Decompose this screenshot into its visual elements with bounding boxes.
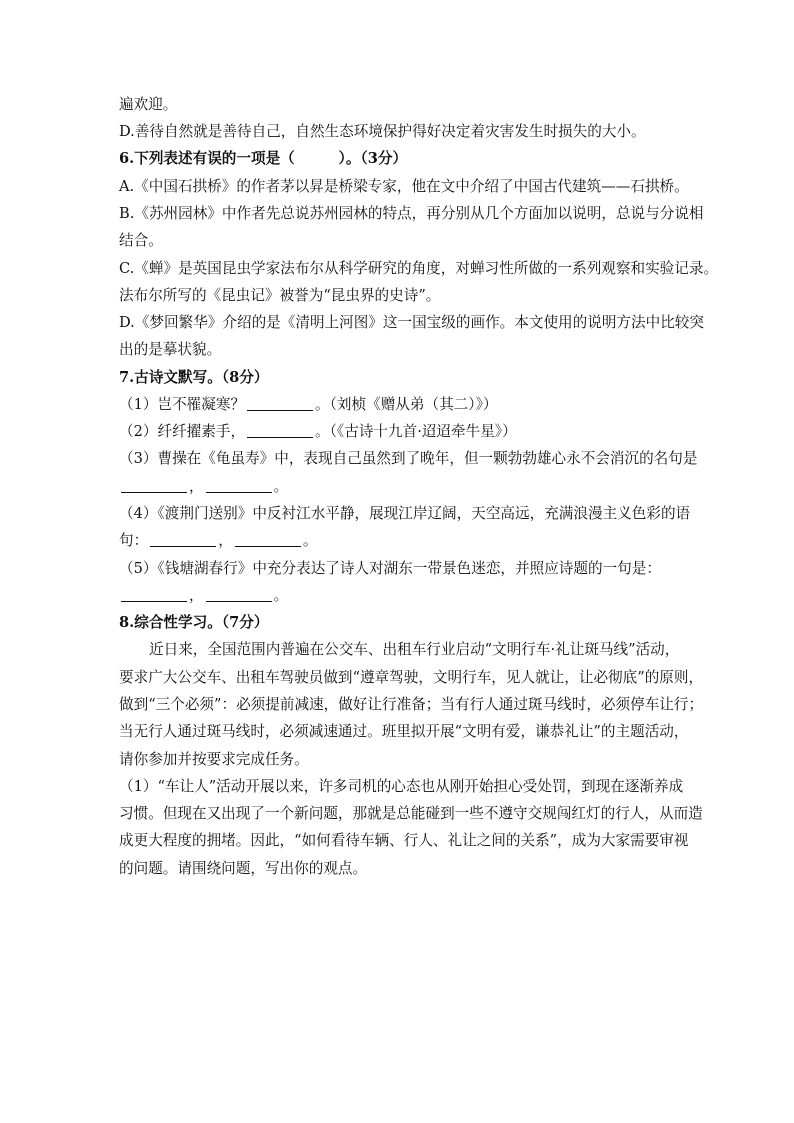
text-line: 遍欢迎。 (119, 96, 178, 113)
prefix: 句： (119, 532, 149, 549)
q8-passage-line: 请你参加并按要求完成任务。 (119, 751, 309, 768)
answer-blank[interactable] (121, 586, 187, 602)
q7-item-3: （3）曹操在《龟虽寿》中，表现自己虽然到了晚年，但一颗勃勃雄心永不会消沉的名句是 (119, 450, 698, 467)
answer-blank[interactable] (206, 477, 272, 493)
q7-item-5: （5）《钱塘湖春行》中充分表达了诗人对湖东一带景色迷恋，并照应诗题的一句是： (119, 560, 661, 577)
q7-item-1-source: 。（刘桢《赠从弟（其二）》） (315, 396, 498, 413)
q7-item-2-source: 。（《古诗十九首·迢迢牵牛星》） (315, 423, 517, 440)
period: 。 (302, 532, 318, 549)
q8-passage-line: 要求广大公交车、出租车驾驶员做到“遵章驾驶，文明行车，见人就让，让必彻底”的原则， (119, 669, 704, 686)
question-8-title: 8.综合性学习。（7分） (119, 614, 269, 631)
q7-item-1-prompt: （1）岂不罹凝寒？ (119, 396, 246, 413)
option-a-q6: A.《中国石拱桥》的作者茅以昇是桥梁专家，他在文中介绍了中国古代建筑——石拱桥。 (119, 178, 689, 195)
question-7-title: 7.古诗文默写。（8分） (119, 369, 269, 386)
q8-sub-1-cont: 的问题。请围绕问题，写出你的观点。 (119, 860, 368, 877)
q7-item-5-blanks (119, 586, 288, 606)
q8-sub-1: （1）“车让人”活动开展以来，许多司机的心态也从刚开始担心受处罚，到现在逐渐养成 (119, 778, 684, 795)
comma: ， (218, 532, 233, 549)
option-b-q6-cont: 结合。 (119, 232, 163, 249)
q7-item-2-prompt: （2）纤纤擢素手， (119, 423, 246, 440)
q8-passage-line: 当无行人通过斑马线时，必须减速通过。班里拟开展“文明有爱，谦恭礼让”的主题活动， (119, 723, 689, 740)
q8-passage-line: 做到“三个必须”：必须提前减速，做好让行准备；当有行人通过斑马线时，必须停车让行； (119, 696, 704, 713)
answer-blank[interactable] (235, 531, 301, 547)
option-d-q5: D.善待自然就是善待自己，自然生态环境保护得好决定着灾害发生时损失的大小。 (119, 123, 646, 140)
answer-blank[interactable] (121, 477, 187, 493)
option-d-q6-cont: 出的是摹状貌。 (119, 341, 222, 358)
option-b-q6: B.《苏州园林》中作者先总说苏州园林的特点，再分别从几个方面加以说明，总说与分说相 (119, 205, 704, 222)
q7-item-1 (119, 395, 497, 415)
q7-item-2 (119, 422, 517, 442)
q7-item-4: （4）《渡荆门送别》中反衬江水平静，展现江岸辽阔，天空高远，充满浪漫主义色彩的语 (119, 505, 691, 522)
period: 。 (273, 478, 289, 495)
q8-sub-1-cont: 成更大程度的拥堵。因此，“如何看待车辆、行人、礼让之间的关系”，成为大家需要审视 (119, 832, 689, 849)
q7-item-4-blanks (119, 531, 317, 551)
option-c-q6: C.《蝉》是英国昆虫学家法布尔从科学研究的角度，对蝉习性所做的一系列观察和实验记录。 (119, 260, 719, 277)
q7-item-3-blanks (119, 477, 288, 497)
q8-passage-line: 近日来，全国范围内普遍在公交车、出租车行业启动“文明行车·礼让斑马线”活动， (149, 641, 680, 658)
option-c-q6-cont: 法布尔所写的《昆虫记》被誉为“昆虫界的史诗”。 (119, 287, 441, 304)
q8-sub-1-cont: 习惯。但现在又出现了一个新问题，那就是总能碰到一些不遵守交规闯红灯的行人，从而造 (119, 805, 703, 822)
period: 。 (273, 587, 289, 604)
answer-blank[interactable] (206, 586, 272, 602)
option-d-q6: D.《梦回繁华》介绍的是《清明上河图》这一国宝级的画作。本文使用的说明方法中比较突 (119, 314, 704, 331)
comma: ， (189, 478, 204, 495)
answer-blank[interactable] (150, 531, 216, 547)
comma: ， (189, 587, 204, 604)
question-6-title: 6.下列表述有误的一项是（ ）。（3分） (119, 150, 408, 167)
answer-blank[interactable] (247, 395, 313, 411)
answer-blank[interactable] (247, 422, 313, 438)
